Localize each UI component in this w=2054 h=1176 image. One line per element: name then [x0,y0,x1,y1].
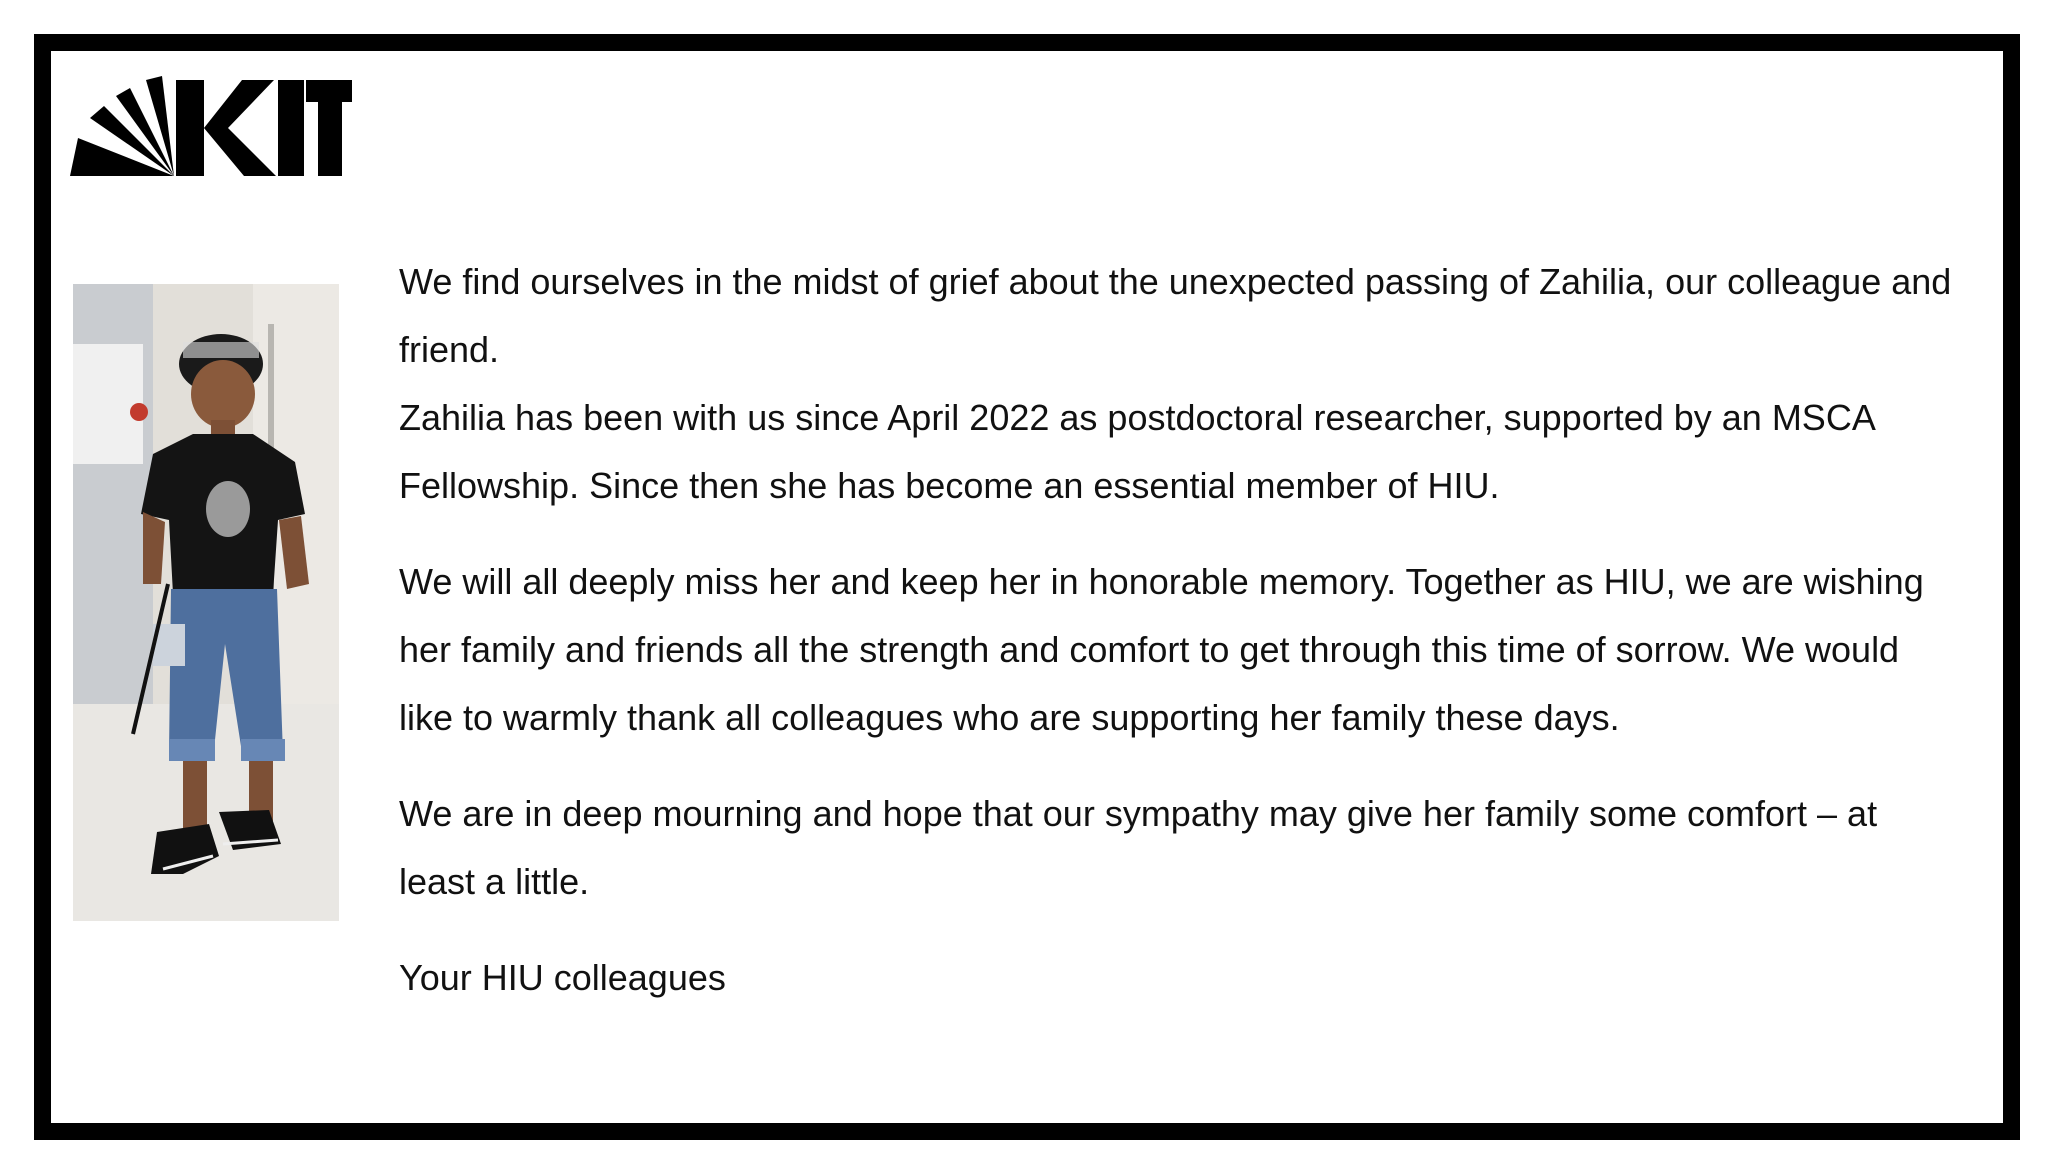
signature: Your HIU colleagues [399,957,726,998]
kit-logo [70,76,352,180]
paragraph-memory: We will all deeply miss her and keep her in honorable memory. Together as HIU, we are wishing her family and friends all the strength and comfort to get through this time of sorrow. We would like to warmly thank all colleagues who are supporting her family these days. [399,561,1924,738]
paragraph-mourning: We are in deep mourning and hope that our sympathy may give her family some comfort – at least a little. [399,793,1878,902]
kit-logo-icon [70,76,352,180]
paragraph-membership: Zahilia has been with us since April 2022 as postdoctoral researcher, supported by an MSCA Fellowship. Since then she has become an essential member of HIU. [399,397,1874,506]
memorial-letter [399,248,1959,1040]
portrait-photo [73,284,339,921]
paragraph-grief: We find ourselves in the midst of grief about the unexpected passing of Zahilia, our colleague and friend. [399,261,1952,370]
